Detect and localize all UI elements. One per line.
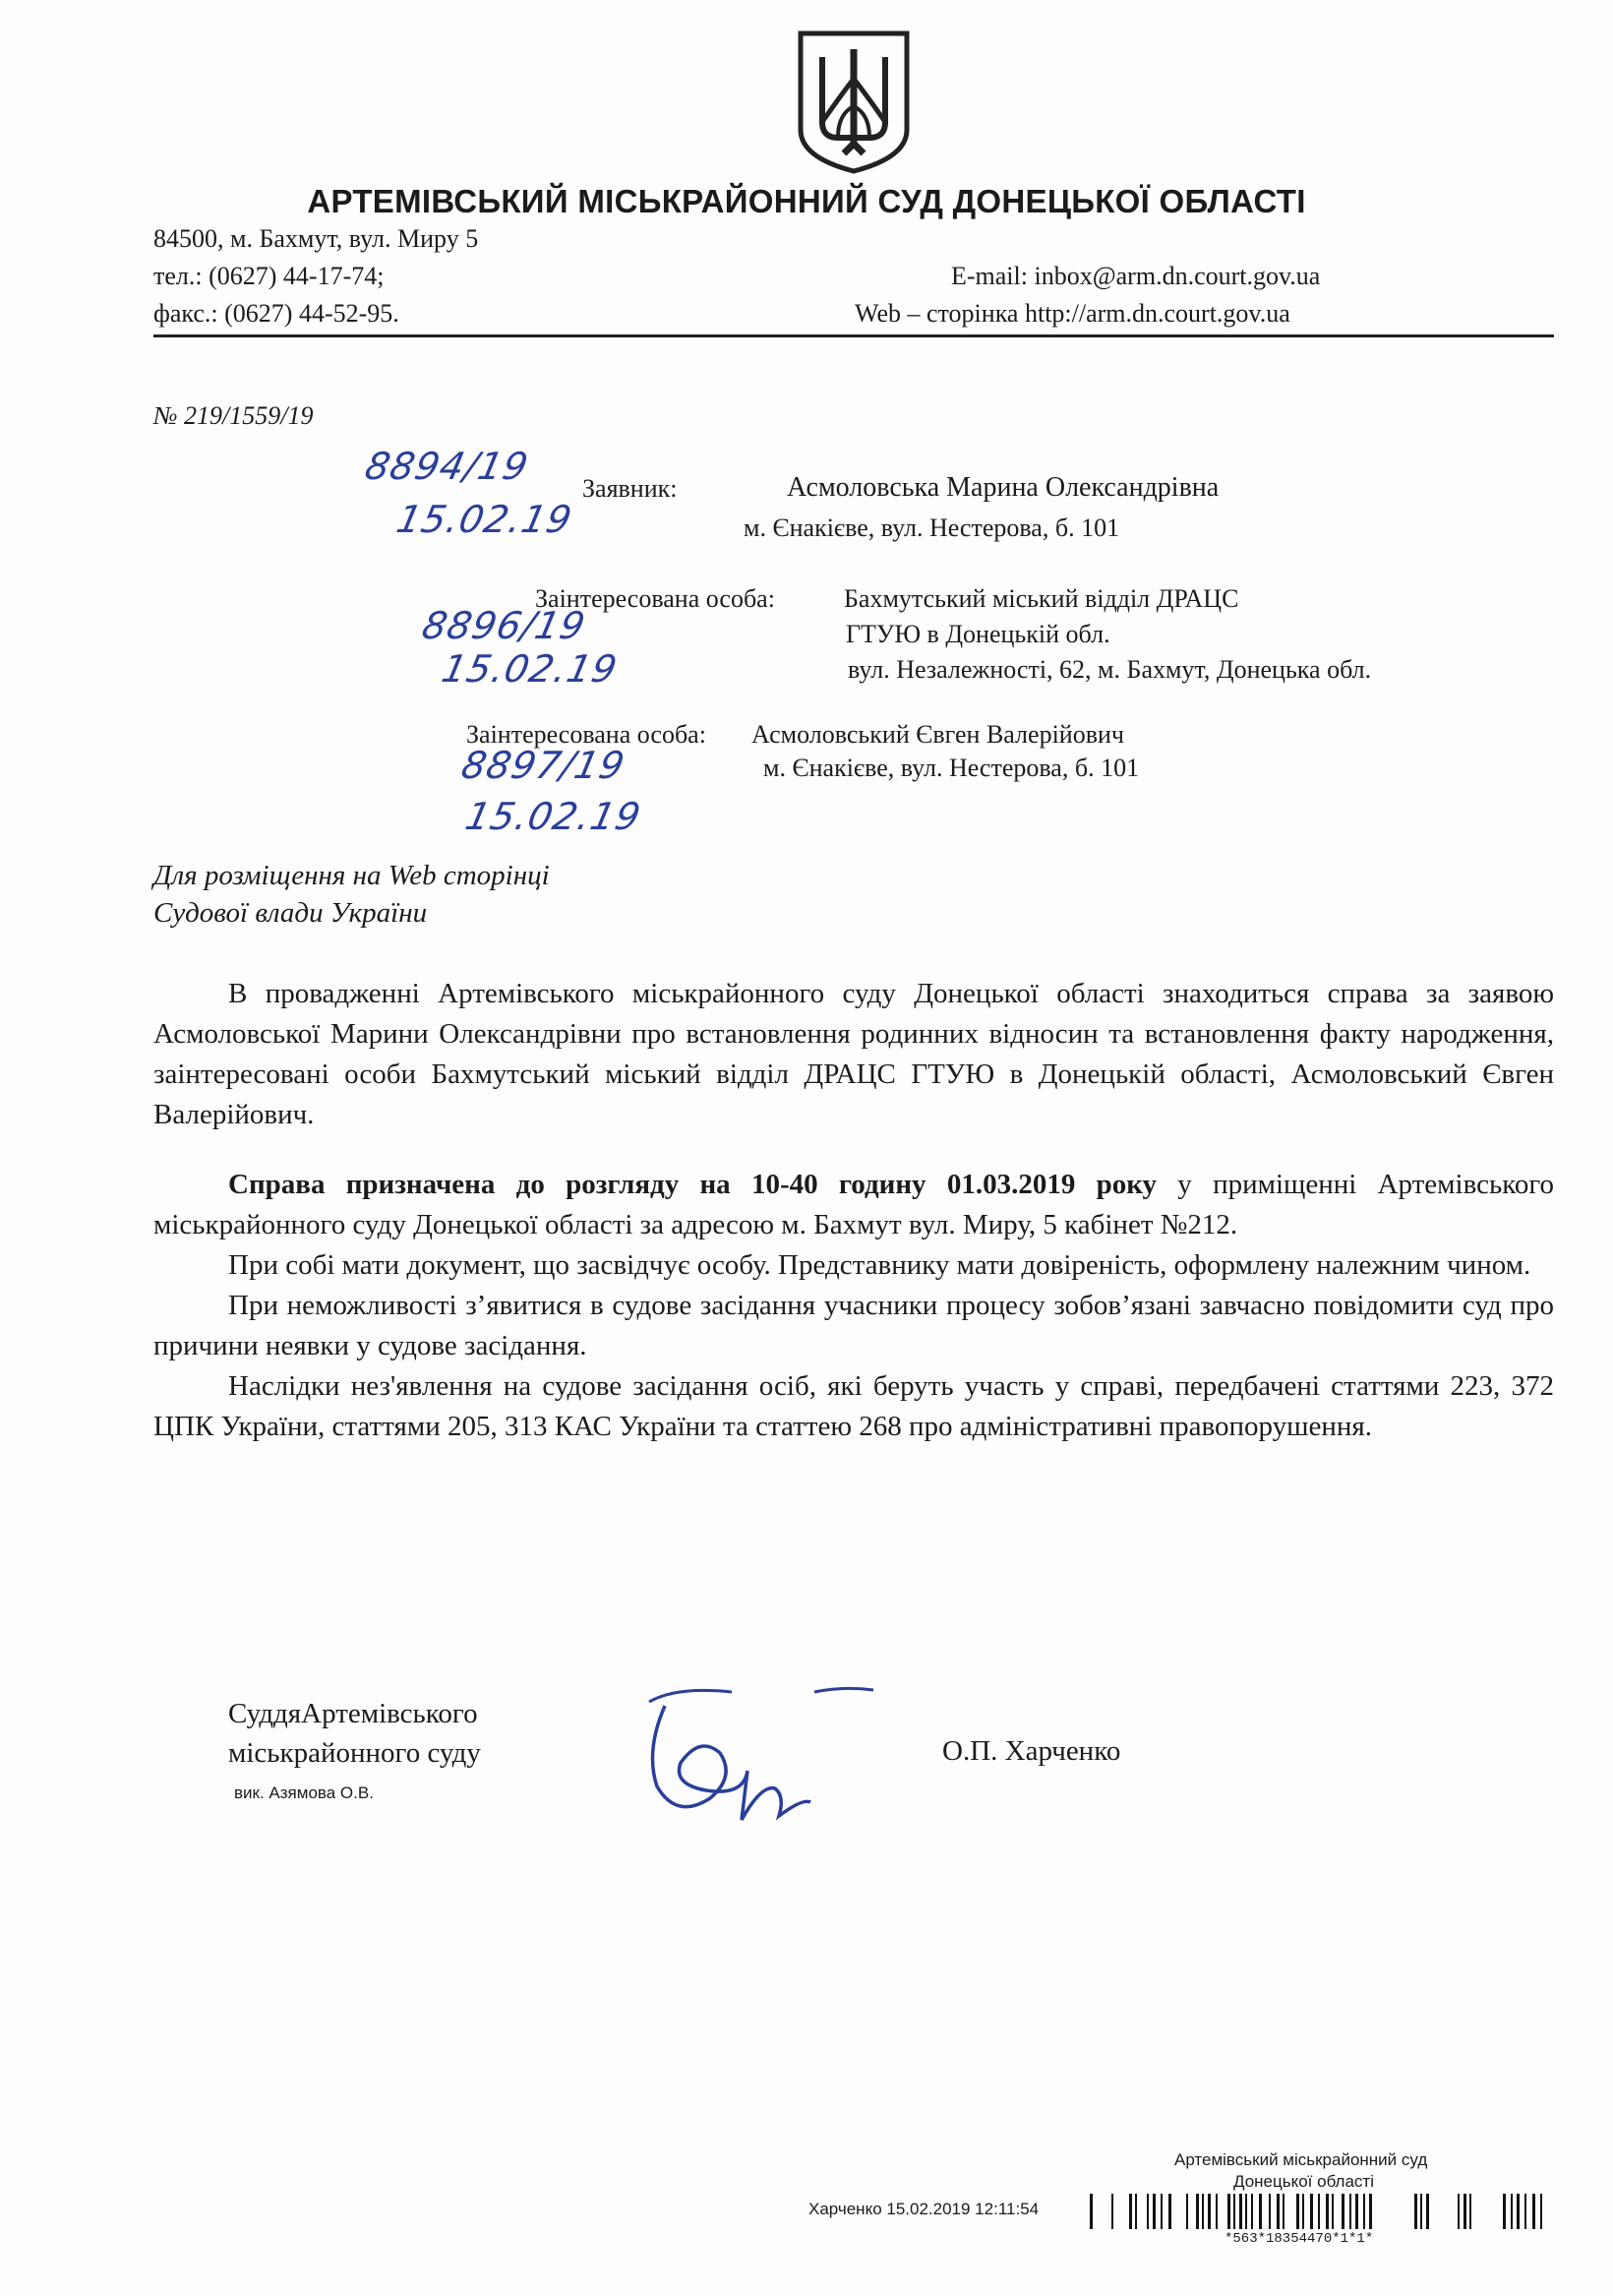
applicant-name: Асмоловська Марина Олександрівна	[787, 472, 1220, 503]
judge-title-cont: міськрайонного суду	[228, 1737, 481, 1769]
notice-body	[153, 974, 1554, 1135]
hearing-paragraphs	[153, 1165, 1554, 1447]
id-document-paragraph: При собі мати документ, що засвідчує особу. Представнику мати довіреність, оформлену належним чином.	[228, 1249, 1531, 1281]
judge-title: СуддяАртемівського	[228, 1698, 478, 1729]
barcode-number: *563*18354470*1*1*	[1225, 2231, 1374, 2247]
interested-party-label: Заінтересована особа:	[535, 584, 775, 613]
handwritten-reg-date: 15.02.19	[392, 498, 576, 541]
web-publication-note-cont: Судової влади України	[153, 897, 428, 929]
applicant-label: Заявник:	[582, 474, 678, 503]
consequences-paragraph: Наслідки нез'явлення на судове засідання осіб, які беруть участь у справі, передбачені статтями 223, 372 ЦПК України, статтями 205, 313 КАС України та статтею 268 про адміністративні правопорушення.	[153, 1370, 1554, 1442]
registration-timestamp: Харченко 15.02.2019 12:11:54	[808, 2200, 1040, 2218]
handwritten-reg-number: 8896/19	[418, 604, 590, 647]
absence-notice-paragraph: При неможливості з’явитися в судове засідання учасники процесу зобов’язані завчасно повідомити суд про причини неявки у судове засідання.	[153, 1290, 1554, 1361]
interested-party-name: Асмоловський Євген Валерійович	[751, 720, 1124, 749]
handwritten-reg-number: 8897/19	[457, 744, 629, 787]
interested-party-name-cont: ГТУЮ в Донецькій обл.	[846, 620, 1110, 648]
court-website: Web – сторінка http://arm.dn.court.gov.ua	[855, 299, 1290, 328]
interested-party-name: Бахмутський міський відділ ДРАЦС	[844, 584, 1239, 613]
stamp-court-name: Артемівський міськрайонний суд	[1174, 2150, 1428, 2169]
coat-of-arms-icon	[795, 28, 913, 175]
stamp-court-region: Донецької області	[1233, 2172, 1374, 2191]
court-phone: тел.: (0627) 44-17-74;	[153, 262, 385, 290]
interested-party-address: вул. Незалежності, 62, м. Бахмут, Донецька обл.	[848, 655, 1372, 684]
hearing-location: у приміщенні Артемівського міськрайонного суду Донецької області за адресою м. Бахмут вул. Миру, 5 кабінет №212.	[153, 1169, 1554, 1240]
header-divider	[153, 334, 1554, 337]
handwritten-reg-number: 8894/19	[361, 445, 533, 488]
handwritten-reg-date: 15.02.19	[438, 647, 622, 691]
barcode-icon	[1090, 2192, 1552, 2231]
notice-paragraph: В провадженні Артемівського міськрайонного суду Донецької області знаходиться справа за заявою Асмоловської Марини Олександрівни про встановлення родинних відносин та встановлення факту народження, заінтересовані особи Бахмутський міський відділ ДРАЦС ГТУЮ в Донецькій області, Асмоловський Євген Валерійович.	[153, 978, 1554, 1130]
hearing-date-time: Справа призначена до розгляду на 10-40 годину 01.03.2019 року	[228, 1169, 1158, 1200]
applicant-address: м. Єнакієве, вул. Нестерова, б. 101	[744, 514, 1120, 542]
court-address: 84500, м. Бахмут, вул. Миру 5	[153, 224, 479, 253]
web-publication-note: Для розміщення на Web сторінці	[153, 860, 550, 891]
interested-party-address: м. Єнакієве, вул. Нестерова, б. 101	[763, 754, 1140, 782]
judge-signature-icon	[637, 1672, 893, 1849]
judge-name: О.П. Харченко	[942, 1735, 1121, 1767]
hearing-schedule-paragraph	[153, 1165, 1554, 1245]
handwritten-reg-date: 15.02.19	[461, 795, 645, 838]
case-number: № 219/1559/19	[153, 401, 314, 430]
executor-name: вик. Азямова О.В.	[234, 1783, 374, 1802]
court-title: АРТЕМІВСЬКИЙ МІСЬКРАЙОННИЙ СУД ДОНЕЦЬКОЇ ОБЛАСТІ	[307, 183, 1306, 219]
interested-party-label: Заінтересована особа:	[466, 720, 706, 749]
court-fax: факс.: (0627) 44-52-95.	[153, 299, 399, 328]
court-email: E-mail: inbox@arm.dn.court.gov.ua	[951, 262, 1321, 290]
